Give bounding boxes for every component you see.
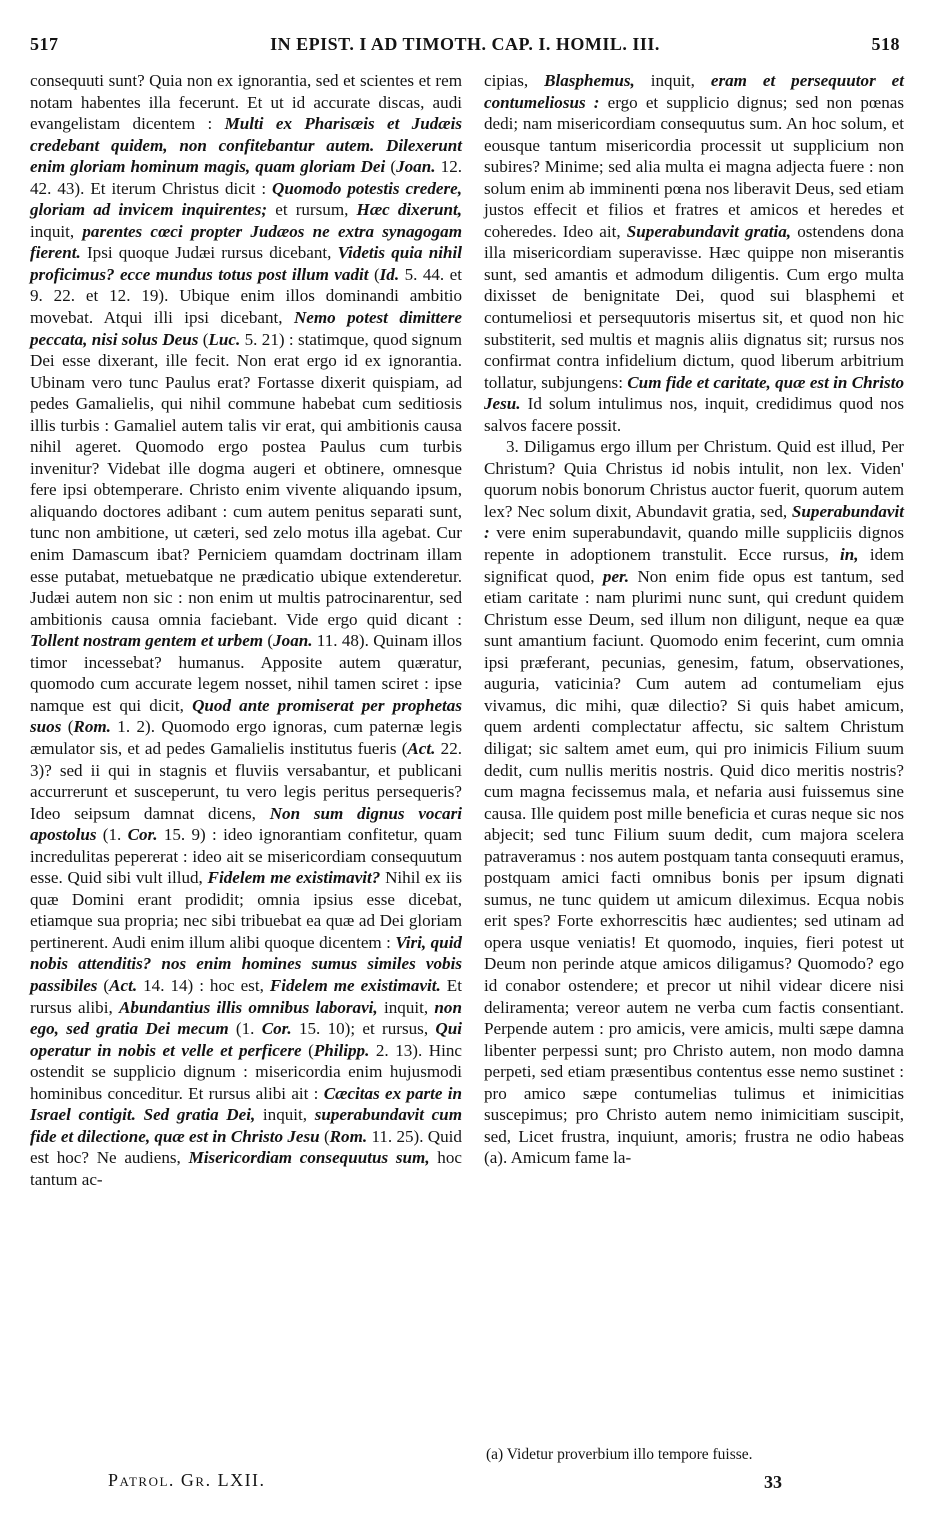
italic-citation: Cor. [127, 825, 158, 845]
text-run: ( [97, 975, 110, 995]
italic-citation: Joan. [396, 157, 436, 177]
footnote: (a) Videtur proverbium illo tempore fuisse. [486, 1446, 753, 1463]
text-run: 2. 13). Hinc ostendit se supplicio dignum : misericordia enim hujusmodi hominibus conceditur. Et rursus alibi ait : [30, 1040, 462, 1103]
italic-citation: Quod ante promiserat per prophetas suos [30, 695, 462, 737]
text-run: ( [263, 631, 274, 651]
text-run: ( [319, 1126, 330, 1146]
text-run: idem significat quod, [484, 545, 904, 586]
text-run: ( [368, 264, 380, 284]
text-run: cipias, [484, 71, 545, 90]
text-run: 1. 2). Quomodo ergo ignoras, cum paternæ legis æmulator sis, et ad pedes Gamalielis institutus fueris ( [30, 717, 462, 758]
left-text-column [30, 70, 462, 1190]
text-run: inquit, [255, 1105, 315, 1125]
text-run: inquit, [30, 221, 83, 241]
text-run: et rursum, [267, 200, 357, 220]
text-run: 11. 48). Quinam illos timor incessebat? humanus. Apposite autem quæratur, quomodo cum accurate legem nosset, nihil tamen sciret : ipse namque est qui dicit, [30, 631, 463, 715]
italic-citation: Philipp. [313, 1040, 370, 1060]
text-run: 15. 10); et rursus, [291, 1019, 436, 1039]
right-text-column [484, 70, 904, 1169]
italic-citation: Misericordiam consequutus sum, [188, 1148, 430, 1168]
italic-citation: Luc. [208, 329, 241, 349]
text-run: ergo et supplicio dignus; sed non pœnas dedi; nam misericordiam consequutus sum. An hoc solum, et eousque tantum misericordia processit ut supplicium non subires? Minime; sed alia multa ei magna adjecta fuere : non solum enim ab imminenti pœna nos liberavit Deus, sed etiam justos effecit et filios et fratres et amicos et heredes et coheredes. Ideo ait, [484, 92, 904, 241]
italic-citation: superabundavit cum fide et dilectione, quæ est in Christo Jesu [30, 1105, 462, 1146]
paragraph [484, 436, 904, 1169]
italic-citation: Rom. [73, 717, 111, 737]
italic-citation: Abundantius illis omnibus laboravi, [119, 997, 378, 1017]
text-run: ( [385, 157, 397, 177]
text-run: 14. 14) : hoc est, [137, 975, 270, 995]
italic-citation: Non sum dignus vocari apostolus [30, 803, 462, 845]
text-run: 22. 3)? sed ii qui in stagnis et fluviis versabantur, et publicani accurrerunt et susceperunt, tu vero legis peritus persequeris? Ideo seipsum damnat dicens, [30, 738, 463, 823]
italic-citation: Fidelem me existimavit? [207, 868, 381, 888]
text-run: Nihil ex iis quæ Domini erant prodidit; omnia ipsius esse dicebat, etiamque sua propria; nec sibi tribuebat ea quæ ad Dei gloriam pertinerent. Audi enim illum alibi quoque dicentem : [30, 868, 462, 952]
running-header [30, 34, 900, 60]
text-run: 12. 42. 43). Et iterum Christus dicit : [30, 157, 463, 198]
italic-citation: Multi ex Pharisæis et Judæis credebant quidem, non confitebantur autem. Dilexerunt enim gloriam hominum magis, quam gloriam Dei [30, 114, 462, 177]
italic-citation: per. [602, 566, 630, 586]
text-run: Et rursus alibi, [30, 975, 462, 1017]
italic-citation: Joan. [273, 631, 313, 651]
text-run: inquit, [634, 71, 711, 90]
text-run: (1. [228, 1019, 262, 1039]
italic-citation: Quomodo potestis credere, gloriam ad invicem inquirentes; [30, 178, 462, 220]
italic-citation: parentes cœci propter Judæos ne extra synagogam fierent. [30, 221, 462, 263]
text-run: Ipsi quoque Judæi rursus dicebant, [80, 243, 338, 263]
italic-citation: Tollent nostram gentem et urbem [30, 631, 264, 651]
page-number-right: 518 [871, 34, 900, 54]
text-run: 15. 9) : ideo ignorantiam confitetur, quam incredulitas pepererat : ideo ait se misericordiam consequutum esse. Quid sibi vult illud, [30, 825, 463, 888]
text-run: vere enim superabundavit, quando mille suppliciis dignos repente in adoptionem transtulit. Ecce rursus, [484, 523, 904, 565]
volume-signature: Patrol. Gr. LXII. [108, 1470, 266, 1490]
text-run: 5. 21) : statimque, quod signum Dei esse dixerant, ille fecit. Non erat ergo id ex ignorantia. Ubinam vero tunc Paulus erat? Fortasse dixerit quispiam, ad pedes Gamalielis, qui nihil commune habebat cum seditiosis illis turbis : Gamaliel autem talis vir erat, qui ambitionis causa nihil ageret. Quomodo ergo postea Paulus cum turbis invenitur? Videbat ille dogma augeri et obtinere, omnesque fere ipsi obtemperare. Christo enim vivente aliquando ipsum, aliquando doctores adibant : cum autem penitus separati sunt, tunc non ambitione, ut cæteri, sed zelo motus illa agebat. Cur enim Damascum ibat? Perniciem quamdam doctrinam illam esse putabat, metuebatque ne prædicatio ubique extenderetur. Judæi autem non sic : non enim ut multis patrocinarentur, sed ambitionis causa omnia faciebant. Vide ergo quid dicant : [30, 329, 462, 629]
text-run: 3. Diligamus ergo illum per Christum. Quid est illud, Per Christum? Quia Christus id nobis intulit, non lex. Viden' quorum nobis bonorum Christus auctor fuerit, quorum autem lex? Nec solum dixit, Abundavit gratia, sed, [484, 437, 904, 521]
italic-citation: in, [840, 545, 859, 565]
italic-citation: Id. [379, 264, 400, 284]
page-number-left: 517 [30, 34, 59, 54]
italic-citation: non ego, sed gratia Dei mecum [30, 997, 462, 1039]
italic-citation: eram et persequutor et contumeliosus : [484, 71, 904, 112]
italic-citation: Blasphemus, [544, 71, 635, 90]
text-run: Non enim fide opus est tantum, sed etiam caritate : nam plurimi nunc sunt, qui credunt quidem Christum esse Deum, sed illum non diligunt, neque ea quæ sunt amantium faciunt. Quomodo enim fecerint, cum omnia ipsi præferant, pecunias, genesim, fatum, observationes, auguria, vaticinia? Cum autem ad contumeliam ejus vivamus, dic mihi, quæ dilectio? Si quis habet amicum, quem ardenti complectatur affectu, sic saltem Christum diligat; sic saltem amet eum, qui pro inimicis Filium suum dedit, cum nullis meritis nostris. Quid dico meritis nostris? cum magna fecissemus mala, et nefaria ausi fuissemus sine causa. Ille quidem post mille beneficia et curas neque sic nos abjecit; sed tunc Filium suum dedit, cum majora scelera patraveramus : nos autem postquam tanta consequuti eramus, postquam amici facti omnibus bonis per ipsum dignati sumus, ne tunc quidem ut amicum dileximus. Ecqua nobis erit spes? Forte exhorrescitis hæc audientes; sed utinam ad opera usque veniatis! Et quomodo, inquies, fieri potest ut Deum non perinde atque amicos diligamus? Quomodo? ego id conabor ostendere; et precor ut nihil videar dicere nisi deliramenta; vereor autem ne verba cum factis consentiant. Perpende autem : pro amicis, vere amicis, multi sæpe damna libenter perpessi sunt; pro Christo autem, non modo damna perpeti, sed etiam præsentibus contentus esse nemo sustinet : pro amico sæpe contumelias tulimus et inimicitias suscepimus; pro Christo autem nemo inimicitiam suscipit, sed, Licet frustra, inquiunt, amoris; frustra ne odio habeas (a). Amicum fame la- [484, 566, 904, 1168]
text-run: ( [61, 717, 74, 737]
text-run: 11. 25). Quid est hoc? Ne audiens, [30, 1126, 462, 1168]
italic-citation: Cæcitas ex parte in Israel contigit. Sed gratia Dei, [30, 1083, 462, 1125]
text-run: 5. 44. et 9. 22. et 12. 19). Ubique enim illos dominandi ambitio movebat. Atqui illi ipsi dicebant, [30, 264, 462, 328]
text-run: ostendens dona illa misericordiam superavisse. Hæc quippe non miserantis sunt, sed amantis et admodum diligentis. Cum ergo multa dixisset de benignitate Dei, quod sui blasphemi et contumeliosi et persequutoris misertus sit, et quod non hic substiterit, sed multis et magnis aliis dignatus sit; rursus nos confirmat contra infidelium dictum, quod liberum arbitrium tollatur, subjungens: [484, 221, 904, 392]
text-run: hoc tantum ac- [30, 1148, 462, 1189]
text-run: consequuti sunt? Quia non ex ignorantia, sed et scientes et rem notam habentes illa fecerunt. Et ut id accurate discas, audi evangelistam dicentem : [30, 71, 462, 134]
italic-citation: Videtis quia nihil proficimus? ecce mundus totus post illum vadit [30, 243, 462, 284]
text-run: inquit, [377, 997, 435, 1017]
italic-citation: Rom. [329, 1126, 368, 1146]
sheet-number: 33 [764, 1472, 782, 1492]
paragraph [30, 70, 462, 1190]
italic-citation: Act. [109, 975, 138, 995]
text-run: ( [198, 329, 209, 349]
running-title: IN EPIST. I AD TIMOTH. CAP. I. HOMIL. III. [270, 34, 660, 54]
italic-citation: Qui operatur in nobis et velle et perficere [30, 1019, 462, 1060]
paragraph [484, 70, 904, 436]
italic-citation: Superabundavit : [484, 501, 904, 543]
text-run: ( [301, 1040, 314, 1060]
italic-citation: Cum fide et caritate, quæ est in Christo Jesu. [484, 372, 904, 414]
text-run: Id solum intulimus nos, inquit, credidimus quod nos salvos facere possit. [484, 394, 904, 435]
italic-citation: Viri, quid nobis attenditis? nos enim homines sumus similes vobis passibiles [30, 932, 462, 995]
text-run: (1. [96, 825, 128, 845]
italic-citation: Fidelem me existimavit. [269, 975, 441, 995]
italic-citation: Hæc dixerunt, [356, 200, 463, 220]
italic-citation: Superabundavit gratia, [626, 221, 792, 241]
italic-citation: Act. [407, 738, 436, 758]
italic-citation: Cor. [261, 1019, 292, 1039]
italic-citation: Nemo potest dimittere peccata, nisi solus Deus [30, 308, 462, 349]
